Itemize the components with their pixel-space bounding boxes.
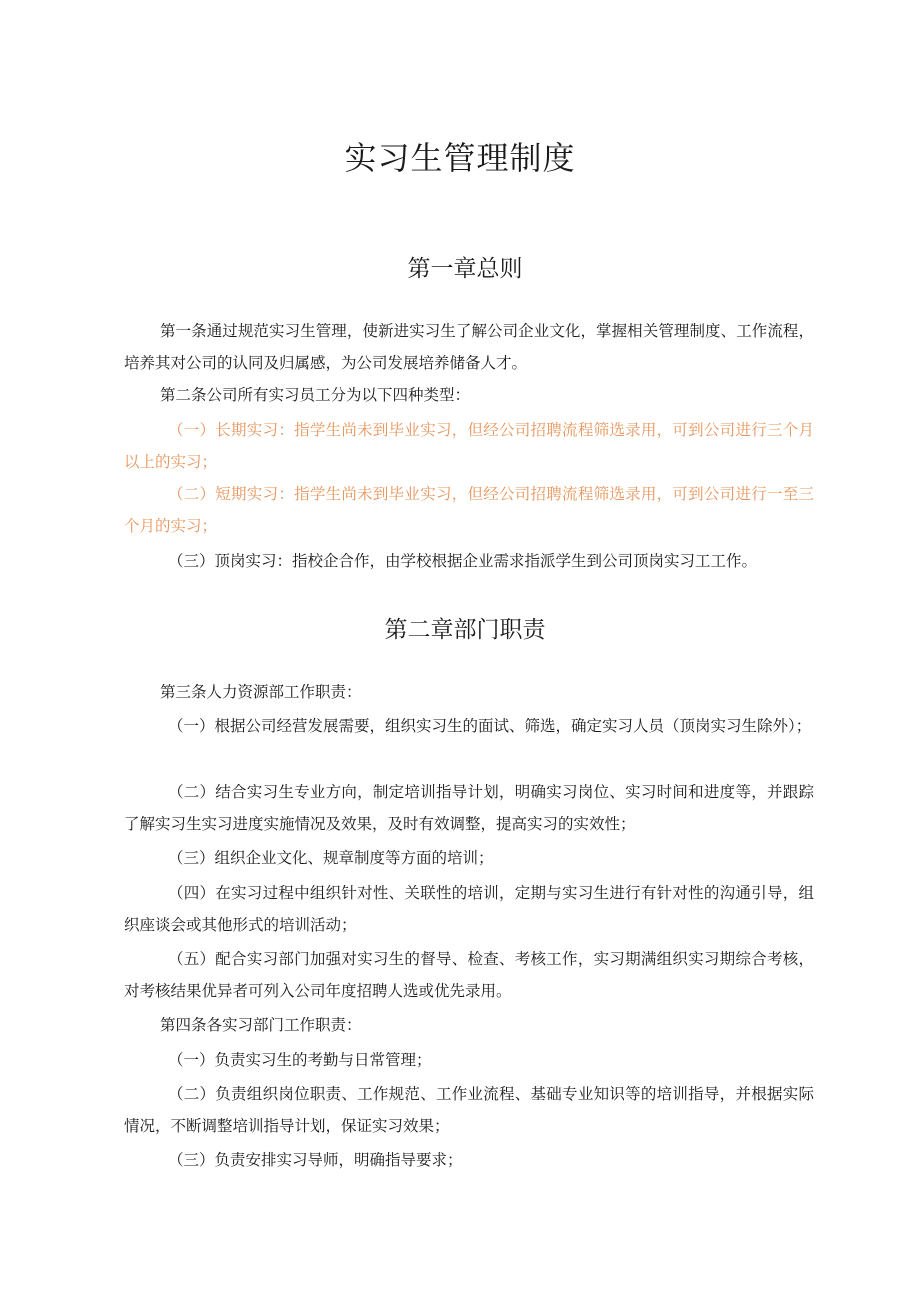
article-1: 第一条通过规范实习生管理，使新进实习生了解公司企业文化，掌握相关管理制度、工作流程，培养其对公司的认同及归属感，为公司发展培养储备人才。: [124, 322, 814, 372]
article-4: 第四条各实习部门工作职责：: [160, 1016, 362, 1034]
article-3: 第三条人力资源部工作职责：: [160, 683, 362, 701]
article-4-item-1: （一）负责实习生的考勤与日常管理；: [168, 1051, 432, 1069]
article-2-item-3: （三）顶岗实习：指校企合作，由学校根据企业需求指派学生到公司顶岗实习工工作。: [168, 552, 758, 570]
document-title: 实习生管理制度: [344, 139, 576, 177]
article-2-item-1: （一）长期实习：指学生尚未到毕业实习，但经公司招聘流程筛选录用，可到公司进行三个月以上的实习；: [124, 421, 814, 471]
article-3-item-4: （四）在实习过程中组织针对性、关联性的培训，定期与实习生进行有针对性的沟通引导，组织座谈会或其他形式的培训活动；: [124, 884, 814, 934]
article-3-item-5: （五）配合实习部门加强对实习生的督导、检查、考核工作，实习期满组织实习期综合考核，对考核结果优异者可列入公司年度招聘人选或优先录用。: [124, 950, 814, 1000]
article-3-item-1: （一）根据公司经营发展需要，组织实习生的面试、筛选，确定实习人员（顶岗实习生除外）；: [168, 717, 812, 735]
article-2-item-2: （二）短期实习：指学生尚未到毕业实习，但经公司招聘流程筛选录用，可到公司进行一至三个月的实习；: [124, 485, 814, 535]
article-4-item-3: （三）负责安排实习导师，明确指导要求；: [168, 1151, 463, 1169]
article-2: 第二条公司所有实习员工分为以下四种类型：: [160, 386, 471, 404]
article-4-item-2: （二）负责组织岗位职责、工作规范、工作业流程、基础专业知识等的培训指导，并根据实际情况，不断调整培训指导计划，保证实习效果；: [124, 1085, 814, 1135]
chapter-1-title: 第一章总则: [407, 256, 523, 282]
article-3-item-3: （三）组织企业文化、规章制度等方面的培训；: [168, 849, 494, 867]
article-3-item-2: （二）结合实习生专业方向，制定培训指导计划，明确实习岗位、实习时间和进度等，并跟踪了解实习生实习进度实施情况及效果，及时有效调整，提高实习的实效性；: [124, 783, 814, 833]
chapter-2-title: 第二章部门职责: [384, 617, 546, 643]
